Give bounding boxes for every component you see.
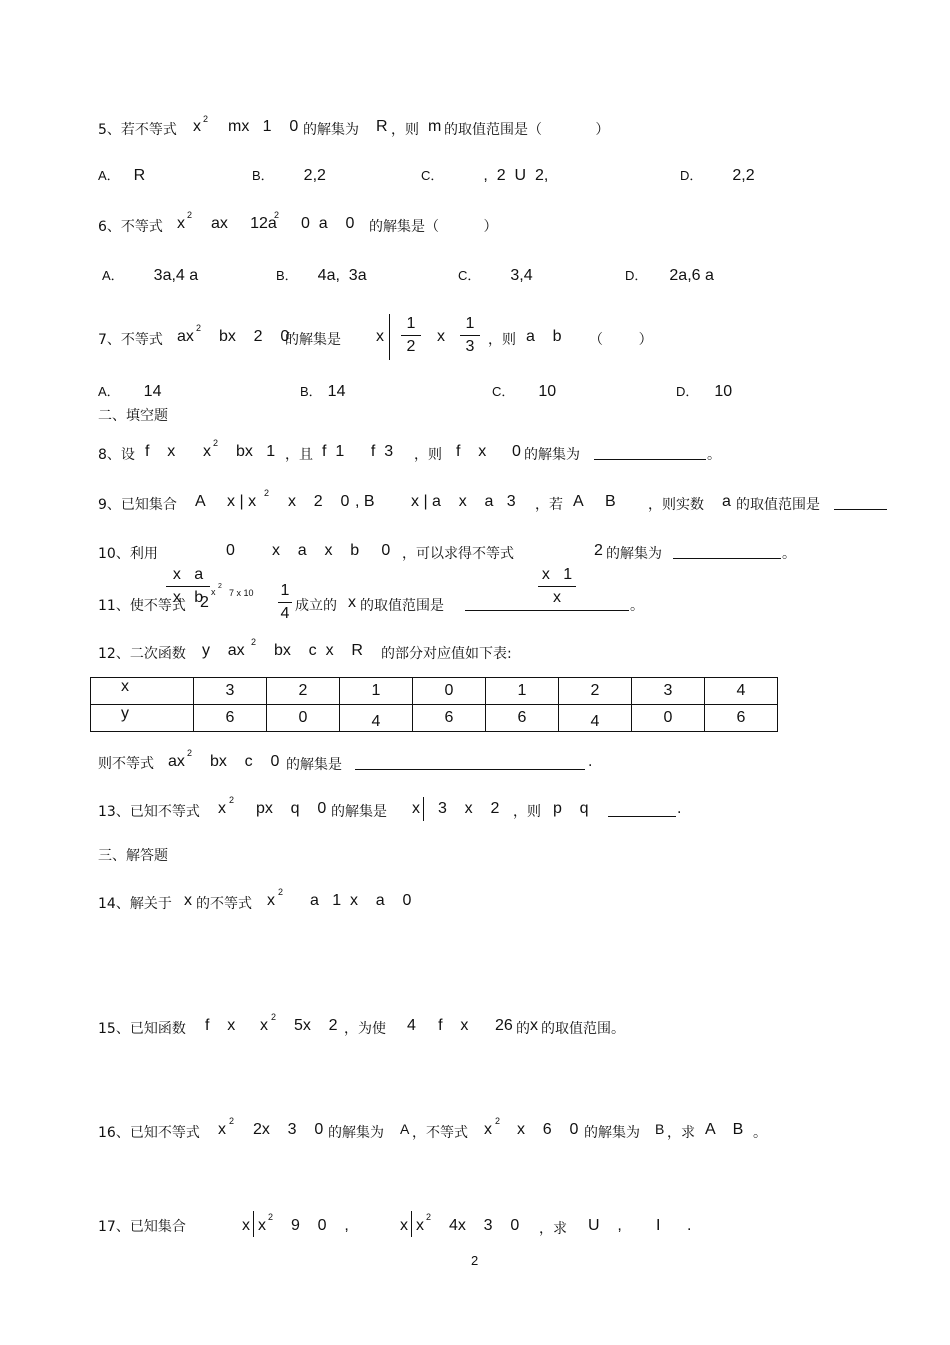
- q13-x: x: [218, 800, 226, 817]
- q16-sup: 2: [229, 1116, 235, 1126]
- q16-c1: ，不等式: [412, 1125, 468, 1141]
- q12b-tail: 的解集是: [286, 757, 342, 773]
- q17-e2: 4x 3 0: [449, 1217, 520, 1234]
- q13-sup: 2: [229, 795, 235, 805]
- table-cell: 2: [267, 678, 340, 705]
- q5-R: R: [376, 118, 388, 135]
- q7-frac2: [460, 315, 480, 356]
- q6-tail: 的解集是（ ）: [369, 219, 498, 235]
- q13-e: px q 0: [256, 800, 327, 817]
- q12-number: 12、二次函数: [98, 646, 186, 662]
- q12-answer-blank[interactable]: [355, 769, 585, 770]
- q13-x2: x: [412, 800, 420, 817]
- q5-option-c: C． , 2 U 2,: [421, 167, 549, 184]
- q15-f: f x: [205, 1017, 236, 1034]
- q11-end: 。: [630, 598, 644, 614]
- q7-option-b: B． 14: [300, 383, 346, 400]
- q7-frac2-num: 1: [465, 315, 475, 332]
- q16-B: B: [655, 1121, 665, 1137]
- q9-answer-blank[interactable]: [834, 509, 887, 510]
- q7-frac1-den: 2: [406, 338, 416, 355]
- q6-number: 6、不等式: [98, 219, 163, 235]
- q11-tail2: 的取值范围是: [360, 598, 444, 614]
- q11-sup2: 2: [218, 583, 222, 590]
- q15-e2: 4 f x 26: [407, 1017, 513, 1034]
- q9-e2: x | a x a 3: [411, 493, 516, 510]
- q7-frac1-num: 1: [406, 315, 416, 332]
- q13-e2: 3 x 2: [438, 800, 500, 817]
- q5-tail3: 的取值范围是（ ）: [444, 122, 610, 138]
- q17-set-bar-2: [411, 1211, 412, 1237]
- q9-tail: ，则实数: [648, 497, 704, 513]
- q13-number: 13、已知不等式: [98, 804, 200, 820]
- q6-expr: ax 12a: [211, 215, 277, 232]
- q9-e3: A B: [573, 493, 616, 510]
- q17-x: x: [242, 1217, 250, 1234]
- q11-frac-den: 4: [280, 605, 290, 622]
- q10-frac2-num: x 1: [541, 566, 573, 583]
- q13-answer-blank[interactable]: [608, 816, 676, 817]
- table-cell: 0: [632, 705, 705, 732]
- q17-sup2: 2: [426, 1212, 432, 1222]
- q7-frac1: [401, 315, 421, 356]
- q14-x2: x: [267, 892, 275, 909]
- q5-sup: 2: [203, 114, 209, 124]
- q5-tail2: ，则: [391, 122, 419, 138]
- q11-sup3: 7 x 10: [229, 588, 254, 598]
- table-cell: 1: [486, 678, 559, 705]
- q7-number: 7、不等式: [98, 332, 163, 348]
- q14-x: x: [184, 892, 192, 909]
- q5-option-b: B． 2,2: [252, 167, 326, 184]
- q7-option-d: D． 10: [676, 383, 733, 400]
- q17-x2: x: [258, 1217, 266, 1234]
- q9-A: A x | x: [195, 493, 257, 510]
- q5-option-d: D． 2,2: [680, 167, 755, 184]
- q17-e: 9 0 ,: [291, 1217, 349, 1234]
- q11-tail1: 成立的: [295, 598, 337, 614]
- q7-ax: ax: [177, 328, 194, 345]
- table-cell: x: [91, 678, 194, 705]
- q7-set-bar: [389, 314, 390, 360]
- q15-x2: x: [530, 1017, 538, 1034]
- table-row-y: [91, 705, 778, 732]
- q12-e: y ax: [202, 642, 245, 659]
- q14-number: 14、解关于: [98, 896, 172, 912]
- q8-expr: bx 1: [236, 443, 276, 460]
- q9-a: a: [722, 493, 731, 510]
- q17-u: U ,: [588, 1217, 622, 1234]
- q16-e2: x 6 0: [517, 1121, 579, 1138]
- q13-c: ，则: [513, 804, 541, 820]
- q9-number: 9、已知集合: [98, 497, 177, 513]
- q12b-sup: 2: [187, 748, 193, 758]
- table-cell: 4: [340, 705, 413, 732]
- table-cell: 0: [267, 705, 340, 732]
- q8-f1: f 1 f 3: [322, 443, 394, 460]
- q17-set-bar-1: [253, 1211, 254, 1237]
- q17-x3: x: [400, 1217, 408, 1234]
- q15-tail1: 的: [516, 1021, 530, 1037]
- q6-expr2: 0 a 0: [301, 215, 355, 232]
- q8-fx: f x: [456, 443, 487, 460]
- q5-m: m: [428, 118, 442, 135]
- q5-x: x: [193, 118, 201, 135]
- q10-e1: 0: [226, 542, 235, 559]
- q6-option-b: B． 4a, 3a: [276, 267, 367, 284]
- q16-tail1: 的解集为: [328, 1125, 384, 1141]
- q7-option-a: A． 14: [98, 383, 162, 400]
- q7-ab: a b: [526, 328, 562, 345]
- q17-sup: 2: [268, 1212, 274, 1222]
- q7-x1: x: [376, 328, 384, 345]
- q10-c1: ，可以求得不等式: [402, 546, 514, 562]
- q12-e2: bx c x R: [274, 642, 363, 659]
- q8-expr2: 0: [512, 443, 521, 460]
- q12b-end: .: [588, 754, 593, 770]
- q8-c2: ，则: [414, 447, 442, 463]
- q7-x2: x: [437, 328, 445, 345]
- q10-e2: x a x b 0: [272, 542, 391, 559]
- q6-option-a: A． 3a,4 a: [102, 267, 199, 284]
- page-number: 2: [471, 1253, 479, 1268]
- q16-x: x: [218, 1121, 226, 1138]
- q17-end: .: [687, 1217, 692, 1234]
- q15-tail2: 的取值范围。: [541, 1021, 625, 1037]
- table-cell: y: [91, 705, 194, 732]
- q9-c2: ，若: [535, 497, 563, 513]
- q12b-pre: 则不等式: [98, 756, 154, 772]
- table-cell: 0: [413, 678, 486, 705]
- q8-number: 8、设: [98, 447, 135, 463]
- q14-e: a 1 x a 0: [310, 892, 412, 909]
- q14-mid: 的不等式: [196, 896, 252, 912]
- q13-tail: 的解集是: [331, 804, 387, 820]
- q9-c1: , B: [355, 493, 375, 510]
- q15-number: 15、已知函数: [98, 1021, 186, 1037]
- section-answer-heading: 三、解答题: [98, 848, 168, 864]
- q13-end: .: [677, 801, 682, 817]
- q10-number: 10、利用: [98, 546, 158, 562]
- q8-c1: ，且: [285, 447, 313, 463]
- q10-e3: 2: [594, 542, 603, 559]
- q14-sup: 2: [278, 887, 284, 897]
- q7-sup: 2: [196, 323, 202, 333]
- q15-e: 5x 2: [294, 1017, 338, 1034]
- q5-number: 5、若不等式: [98, 122, 177, 138]
- q6-option-c: C． 3,4: [458, 267, 533, 284]
- q7-expr: bx 2 0: [219, 328, 290, 345]
- q7-option-c: C． 10: [492, 383, 557, 400]
- q8-x2: x: [203, 443, 211, 460]
- q16-end: 。: [753, 1125, 767, 1141]
- q7-tail2: ，则: [488, 332, 516, 348]
- q7-frac2-den: 3: [465, 338, 475, 355]
- q16-x2: x: [484, 1121, 492, 1138]
- q5-tail1: 的解集为: [303, 122, 359, 138]
- q16-sup2: 2: [495, 1116, 501, 1126]
- table-cell: 4: [559, 705, 632, 732]
- q10-tail: 的解集为: [606, 546, 662, 562]
- table-cell: 2: [559, 678, 632, 705]
- q5-option-a: A． R: [98, 167, 146, 184]
- table-row-x: [91, 678, 778, 705]
- q10-end: 。: [782, 546, 796, 562]
- table-cell: 6: [413, 705, 486, 732]
- q10-frac1-den: x b: [172, 589, 204, 606]
- q8-end: 。: [707, 447, 721, 463]
- q12-tail: 的部分对应值如下表:: [381, 646, 512, 662]
- q17-i: I: [656, 1217, 661, 1234]
- q17-x4: x: [416, 1217, 424, 1234]
- q13-pq: p q: [553, 800, 589, 817]
- q8-sup: 2: [213, 438, 219, 448]
- q11-frac-num: 1: [280, 582, 290, 599]
- table-cell: 3: [632, 678, 705, 705]
- q15-sup: 2: [271, 1012, 277, 1022]
- q11-sup: x: [211, 587, 216, 597]
- q6-option-d: D． 2a,6 a: [625, 267, 714, 284]
- q16-c2: ，求: [667, 1125, 695, 1141]
- q12-value-table: [90, 677, 778, 732]
- table-cell: 6: [705, 705, 778, 732]
- q17-number: 17、已知集合: [98, 1219, 186, 1235]
- q10-answer-blank[interactable]: [673, 558, 781, 559]
- q11-base: 2: [200, 594, 209, 611]
- section-fill-in-heading: 二、填空题: [98, 408, 168, 424]
- q9-tail2: 的取值范围是: [736, 497, 820, 513]
- q6-sup1: 2: [187, 210, 193, 220]
- q8-f: f x: [145, 443, 176, 460]
- q16-tail2: 的解集为: [584, 1125, 640, 1141]
- q11-frac: [278, 582, 292, 623]
- q10-frac2-den: x: [553, 589, 561, 606]
- q16-A: A: [400, 1121, 410, 1137]
- q16-AB: A B: [705, 1121, 744, 1138]
- table-cell: 4: [705, 678, 778, 705]
- q9-e1: x 2 0: [288, 493, 350, 510]
- q13-set-bar: [423, 797, 424, 821]
- q9-sup: 2: [264, 488, 270, 498]
- q7-paren: （ ）: [589, 332, 653, 348]
- q10-frac1-num: x a: [172, 566, 204, 583]
- q15-x: x: [260, 1017, 268, 1034]
- q12b-e: ax: [168, 753, 185, 770]
- q16-number: 16、已知不等式: [98, 1125, 200, 1141]
- q17-c: ，求: [539, 1221, 567, 1237]
- q12b-e2: bx c 0: [210, 753, 280, 770]
- q16-e: 2x 3 0: [253, 1121, 324, 1138]
- q5-expr: mx 1 0: [228, 118, 299, 135]
- q6-sup2: 2: [274, 210, 280, 220]
- q8-tail: 的解集为: [524, 447, 580, 463]
- q11-x: x: [348, 594, 356, 611]
- table-cell: 1: [340, 678, 413, 705]
- q11-number: 11、使不等式: [98, 598, 186, 614]
- table-cell: 6: [194, 705, 267, 732]
- q11-answer-blank[interactable]: [465, 610, 629, 611]
- table-cell: 3: [194, 678, 267, 705]
- q8-answer-blank[interactable]: [594, 459, 706, 460]
- q15-c: ，为使: [344, 1021, 386, 1037]
- q6-x: x: [177, 215, 185, 232]
- table-cell: 6: [486, 705, 559, 732]
- q7-tail1: 的解集是: [285, 332, 341, 348]
- q12-sup: 2: [251, 637, 257, 647]
